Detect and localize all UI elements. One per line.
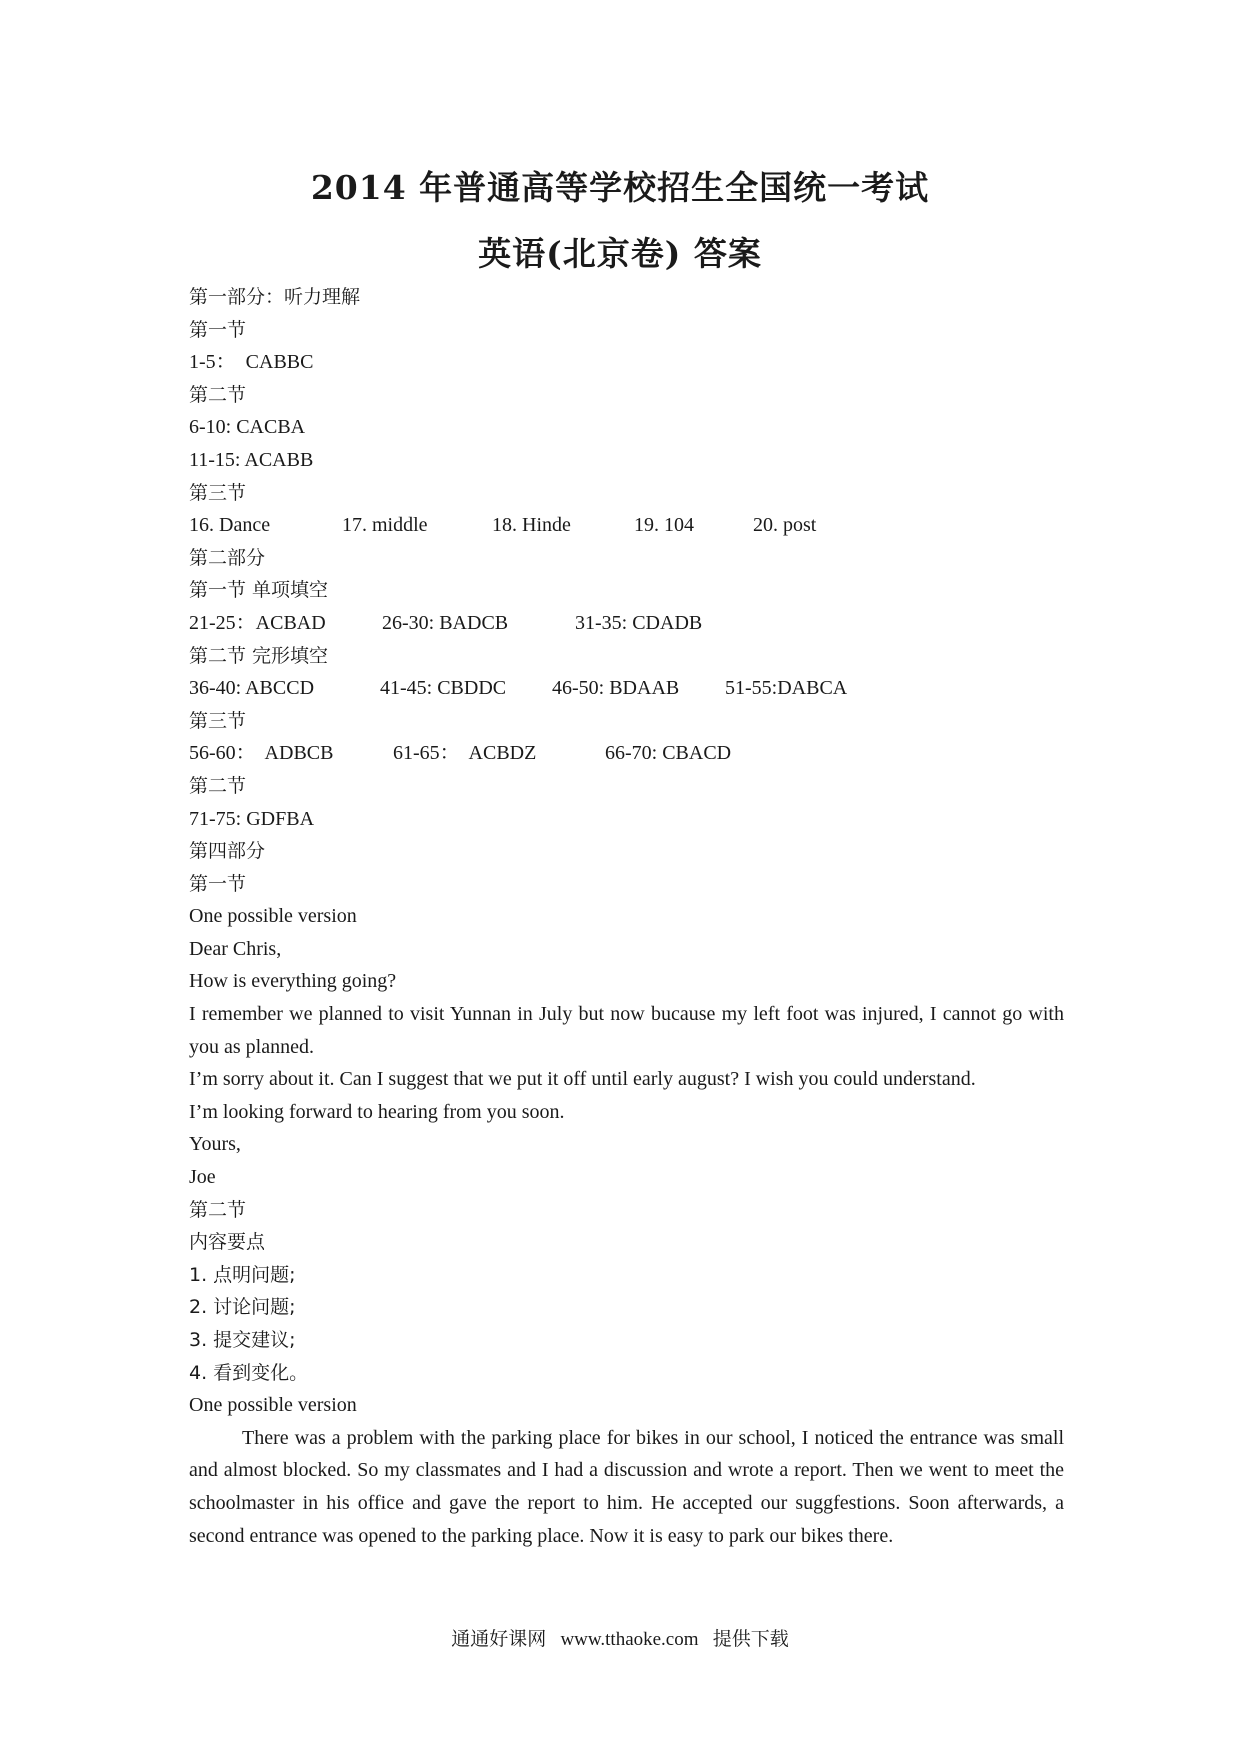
answer-item: 51-55:DABCA (725, 677, 848, 700)
answer-item: 20. post (753, 514, 817, 537)
part1-heading: 第一部分：听力理解 (189, 286, 361, 308)
footer-suffix: 提供下载 (712, 1628, 789, 1650)
letter-signature: Joe (189, 1166, 216, 1189)
page-title: 2014 年普通高等学校招生全国统一考试 (310, 168, 930, 207)
answer-item: 21-25：ACBAD (189, 611, 326, 634)
answer-item: 26-30: BADCB (382, 611, 509, 634)
part2-section1-answers (189, 607, 1064, 640)
part2-section2-answers (189, 672, 1064, 705)
part4-section2-heading: 第二节 (189, 1198, 247, 1221)
page-footer (0, 1624, 1240, 1651)
point-item: 4. 看到变化。 (189, 1361, 309, 1384)
version-label: One possible version (189, 905, 357, 928)
part1-section2-answers-b: 11-15: ACABB (189, 448, 314, 471)
letter-closing-line: I’m looking forward to hearing from you soon. (189, 1100, 565, 1123)
part2-section2-heading: 第二节 完形填空 (189, 644, 329, 667)
letter-salutation: Dear Chris, (189, 937, 282, 960)
part3-section3-heading: 第三节 (189, 709, 247, 732)
letter-opening: How is everything going? (189, 970, 397, 993)
part3-section2-answers: 71-75: GDFBA (189, 807, 315, 830)
letter-closing: Yours, (189, 1133, 241, 1156)
part4-heading: 第四部分 (189, 840, 266, 863)
part1-section2-heading: 第二节 (189, 383, 247, 406)
part1-section2-answers-a: 6-10: CACBA (189, 416, 306, 439)
part2-section1-heading: 第一节 单项填空 (189, 579, 329, 602)
answer-item: 19. 104 (634, 514, 694, 537)
answer-item: 56-60： ADBCB (189, 742, 334, 765)
version-label: One possible version (189, 1394, 357, 1417)
point-item: 1. 点明问题; (189, 1263, 296, 1286)
page-subtitle: 英语(北京卷) 答案 (478, 234, 762, 273)
part1-section3-heading: 第三节 (189, 481, 247, 504)
footer-site-name: 通通好课网 (451, 1628, 547, 1650)
part2-heading: 第二部分 (189, 546, 266, 569)
answer-item: 46-50: BDAAB (552, 677, 680, 700)
letter-paragraph: I’m sorry about it. Can I suggest that we put it off until early august? I wish you could understand. (189, 1068, 976, 1091)
points-label: 内容要点 (189, 1231, 266, 1254)
answer-body (189, 281, 1064, 1552)
part1-section3-answers (189, 509, 1064, 542)
answer-item: 18. Hinde (492, 514, 571, 537)
answer-item: 41-45: CBDDC (380, 677, 507, 700)
part3-section3-answers (189, 737, 1064, 770)
part1-section1-heading: 第一节 (189, 318, 247, 341)
letter-paragraph: I remember we planned to visit Yunnan in July but now bucause my left foot was injured, I cannot go with you as planned. (189, 1003, 1064, 1058)
answer-item: 66-70: CBACD (605, 742, 732, 765)
part1-section1-answers: 1-5： CABBC (189, 351, 314, 374)
essay-paragraph: There was a problem with the parking place for bikes in our school, I noticed the entrance was small and almost blocked. So my classmates and I had a discussion and wrote a report. Then we went to meet the schoolmaster in his office and gave the report to him. He accepted our suggfestions. Soon afterwards, a second entrance was opened to the parking place. Now it is easy to park our bikes there. (189, 1426, 1064, 1547)
part4-section1-heading: 第一节 (189, 872, 247, 895)
answer-item: 17. middle (342, 514, 428, 537)
answer-item: 61-65： ACBDZ (393, 742, 537, 765)
footer-url: www.tthaoke.com (560, 1629, 699, 1650)
point-item: 2. 讨论问题; (189, 1296, 296, 1319)
answer-item: 36-40: ABCCD (189, 677, 315, 700)
part3-section2-heading: 第二节 (189, 774, 247, 797)
answer-item: 16. Dance (189, 514, 271, 537)
answer-item: 31-35: CDADB (575, 611, 703, 634)
point-item: 3. 提交建议; (189, 1329, 296, 1351)
